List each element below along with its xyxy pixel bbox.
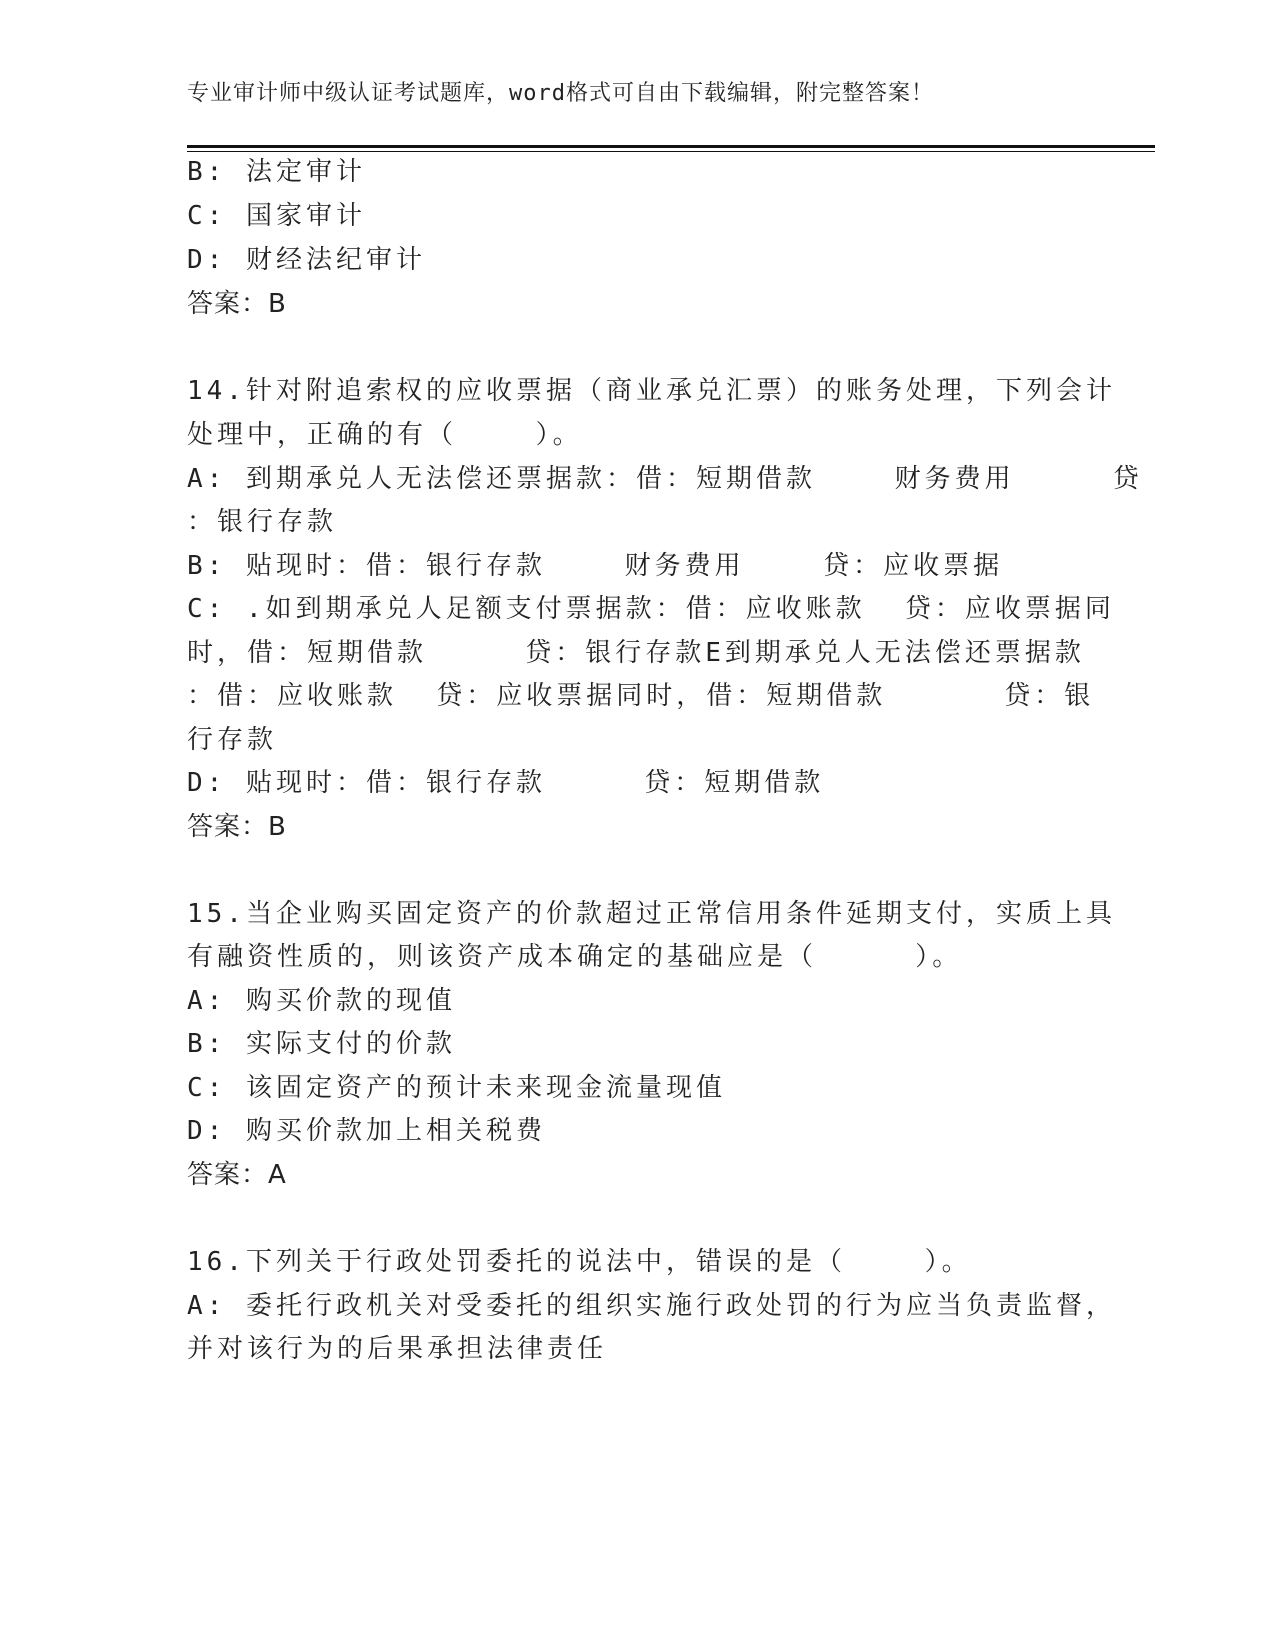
q14-option-c-line-3: ：借：应收账款 贷：应收票据同时，借：短期借款 贷：银 bbox=[187, 681, 1095, 711]
q14-stem-line-2: 处理中，正确的有（ ）。 bbox=[187, 420, 583, 450]
q14-option-c-line-4: 行存款 bbox=[187, 725, 278, 755]
q14-option-b: B: 贴现时：借：银行存款 财务费用 贷：应收票据 bbox=[187, 551, 1004, 581]
q14-option-c-line-1: C: .如到期承兑人足额支付票据款：借：应收账款 贷：应收票据同 bbox=[187, 594, 1115, 624]
q15-answer: 答案：A bbox=[187, 1160, 287, 1190]
q15-stem-line-1: 15.当企业购买固定资产的价款超过正常信用条件延期支付，实质上具 bbox=[187, 899, 1116, 929]
q13-option-c: C: 国家审计 bbox=[187, 201, 366, 231]
header-rule-thin bbox=[187, 151, 1155, 152]
q15-option-a: A: 购买价款的现值 bbox=[187, 986, 456, 1016]
q16-stem: 16.下列关于行政处罚委托的说法中，错误的是（ ）。 bbox=[187, 1247, 972, 1277]
q15-stem-line-2: 有融资性质的，则该资产成本确定的基础应是（ ）。 bbox=[187, 942, 963, 972]
q15-option-d: D: 购买价款加上相关税费 bbox=[187, 1116, 546, 1146]
q15-option-b: B: 实际支付的价款 bbox=[187, 1029, 456, 1059]
q14-option-c-line-2: 时，借：短期借款 贷：银行存款E到期承兑人无法偿还票据款 bbox=[187, 638, 1085, 668]
q14-stem-line-1: 14.针对附追索权的应收票据（商业承兑汇票）的账务处理，下列会计 bbox=[187, 376, 1116, 406]
q14-option-a-line-1: A: 到期承兑人无法偿还票据款：借：短期借款 财务费用 贷 bbox=[187, 464, 1143, 494]
q16-option-a-line-1: A: 委托行政机关对受委托的组织实施行政处罚的行为应当负责监督， bbox=[187, 1291, 1116, 1321]
q14-option-a-line-2: ：银行存款 bbox=[187, 507, 338, 537]
q13-answer: 答案：B bbox=[187, 289, 287, 319]
q14-option-d: D: 贴现时：借：银行存款 贷：短期借款 bbox=[187, 768, 825, 798]
header-rule-thick bbox=[187, 145, 1155, 148]
q13-option-d: D: 财经法纪审计 bbox=[187, 245, 426, 275]
q15-option-c: C: 该固定资产的预计未来现金流量现值 bbox=[187, 1073, 726, 1103]
q16-option-a-line-2: 并对该行为的后果承担法律责任 bbox=[187, 1334, 608, 1364]
q13-option-b: B: 法定审计 bbox=[187, 157, 366, 187]
q14-answer: 答案：B bbox=[187, 812, 287, 842]
page-header: 专业审计师中级认证考试题库，word格式可自由下载编辑，附完整答案！ bbox=[187, 81, 934, 106]
